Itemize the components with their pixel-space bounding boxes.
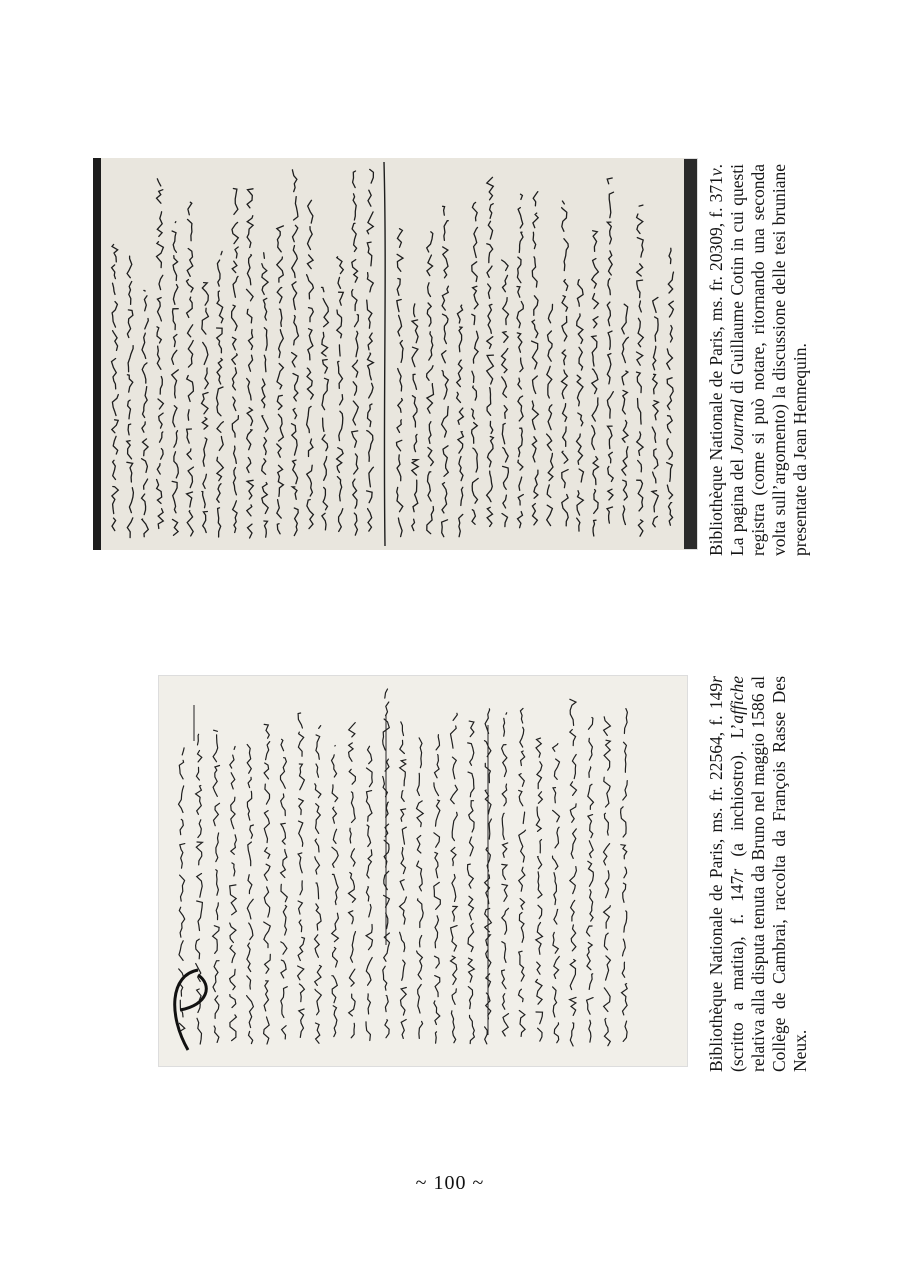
caption-left-text-4: relativa alla disputa tenuta da Bruno nel maggio 1586 al Collège de Cambrai, raccolta da François Rasse Des Neux. [748,676,810,1072]
manuscript-plate-right [93,158,698,550]
manuscript-image-right [93,158,698,550]
caption-left-folio-1: r [706,676,726,683]
caption-left-text-2: (scritto a matita), f. 147 [727,875,747,1072]
caption-right [706,164,811,556]
caption-left-text-3: (a inchiostro). L’ [727,723,747,869]
caption-left-folio-2: r [727,868,747,876]
caption-right-text-2: . La pagina del [706,164,747,556]
caption-right-italic: Journal [727,399,747,454]
caption-right-text-1: Bibliothèque Nationale de Paris, ms. fr. 20309, f. 371 [706,176,726,556]
page-number: ~ 100 ~ [415,1172,485,1194]
caption-right-text-3: di Guillaume Cotin in cui questi registra (come si può notare, ritornando una seconda volta sull’argomento) la discussione delle tesi bruniane presentate da Jean Hennequin. [727,164,810,556]
caption-left-italic: affiche [727,676,747,724]
caption-left [706,676,811,1072]
manuscript-image-left [158,675,688,1067]
caption-left-text-1: Bibliothèque Nationale de Paris, ms. fr. 22564, f. 149 [706,682,726,1072]
manuscript-plate-left [158,675,688,1067]
caption-right-folio: v [706,168,726,177]
